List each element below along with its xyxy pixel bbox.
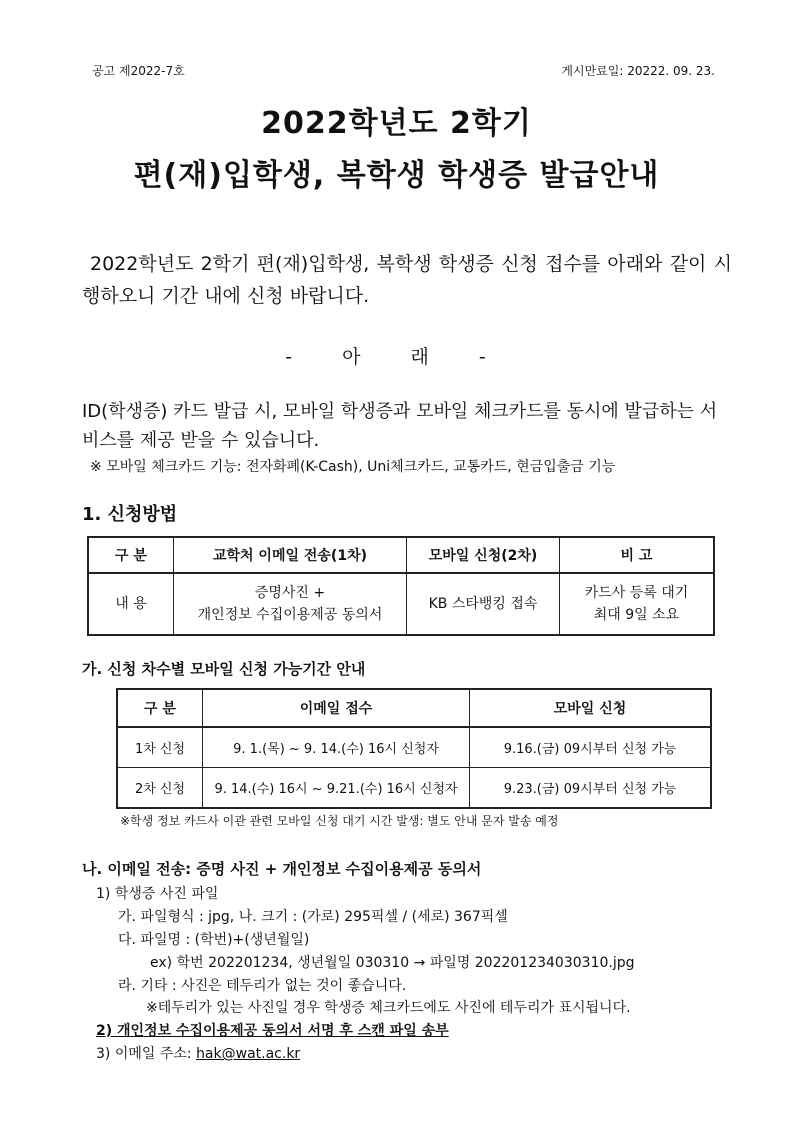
table-cell: 2차 신청 bbox=[117, 768, 203, 809]
ahrae-heading: - 아 래 - bbox=[285, 346, 508, 368]
email-address-item bbox=[96, 1043, 300, 1063]
email-label: 3) 이메일 주소: bbox=[96, 1046, 197, 1062]
table-cell: 9. 1.(목) ~ 9. 14.(수) 16시 신청자 bbox=[203, 727, 470, 768]
file-name-item: 다. 파일명 : (학번)+(생년월일) bbox=[118, 932, 310, 948]
table-cell bbox=[560, 573, 715, 635]
table-cell: 9.23.(금) 09시부터 신청 가능 bbox=[470, 768, 712, 809]
period-note: ※학생 정보 카드사 이관 관련 모바일 신청 대기 시간 발생: 별도 안내 문자 발송 예정 bbox=[120, 814, 559, 828]
table-header: 교학처 이메일 전송(1차) bbox=[174, 537, 407, 573]
table-header: 구 분 bbox=[88, 537, 174, 573]
table-header: 비 고 bbox=[560, 537, 715, 573]
section-na-title: 나. 이메일 전송: 증명 사진 + 개인정보 수집이용제공 동의서 bbox=[82, 860, 482, 878]
table-row bbox=[88, 573, 714, 635]
photo-file-item: 1) 학생증 사진 파일 bbox=[96, 886, 219, 902]
page-title-line2: 편(재)입학생, 복학생 학생증 발급안내 bbox=[133, 158, 660, 193]
cell-line: 최대 9일 소요 bbox=[593, 607, 680, 623]
cell-line: 카드사 등록 대기 bbox=[584, 585, 689, 601]
table-cell bbox=[174, 573, 407, 635]
table-header: 이메일 접수 bbox=[203, 689, 470, 727]
service-paragraph: ID(학생증) 카드 발급 시, 모바일 학생증과 모바일 체크카드를 동시에 발급하는 서비스를 제공 받을 수 있습니다. bbox=[82, 401, 718, 451]
service-note: ※ 모바일 체크카드 기능: 전자화폐(K-Cash), Uni체크카드, 교통카드, 현금입출금 기능 bbox=[90, 459, 616, 475]
application-method-table bbox=[87, 536, 715, 636]
table-cell: 내 용 bbox=[88, 573, 174, 635]
table-cell: 9.16.(금) 09시부터 신청 가능 bbox=[470, 727, 712, 768]
table-cell: 9. 14.(수) 16시 ~ 9.21.(수) 16시 신청자 bbox=[203, 768, 470, 809]
file-name-example: ex) 학번 202201234, 생년월일 030310 → 파일명 202201234030310.jpg bbox=[150, 955, 635, 971]
border-note: ※테두리가 있는 사진일 경우 학생증 체크카드에도 사진에 테두리가 표시됩니다. bbox=[146, 1000, 631, 1016]
table-header: 모바일 신청 bbox=[470, 689, 712, 727]
file-format-item: 가. 파일형식 : jpg, 나. 크기 : (가로) 295픽셀 / (세로) 367픽셀 bbox=[118, 909, 508, 925]
email-link[interactable]: hak@wat.ac.kr bbox=[196, 1046, 301, 1062]
section1-title: 1. 신청방법 bbox=[82, 504, 178, 525]
cell-line: 개인정보 수집이용제공 동의서 bbox=[197, 607, 383, 623]
posting-expire-date: 게시만료일: 20222. 09. 23. bbox=[561, 64, 715, 78]
intro-paragraph bbox=[82, 248, 732, 312]
table-header: 구 분 bbox=[117, 689, 203, 727]
section-ga-title: 가. 신청 차수별 모바일 신청 가능기간 안내 bbox=[82, 660, 366, 678]
table-header: 모바일 신청(2차) bbox=[407, 537, 560, 573]
page-title-line1: 2022학년도 2학기 bbox=[261, 106, 532, 141]
cell-line: 증명사진 + bbox=[254, 585, 326, 601]
table-cell: KB 스타뱅킹 접속 bbox=[407, 573, 560, 635]
table-row bbox=[117, 727, 711, 768]
period-table bbox=[116, 688, 712, 809]
table-header-row bbox=[117, 689, 711, 727]
other-item: 라. 기타 : 사진은 테두리가 없는 것이 좋습니다. bbox=[118, 978, 407, 994]
table-row bbox=[117, 768, 711, 809]
table-cell: 1차 신청 bbox=[117, 727, 203, 768]
intro-text: 2022학년도 2학기 편(재)입학생, 복학생 학생증 신청 접수를 아래와 같이 시행하오니 기간 내에 신청 바랍니다. bbox=[82, 253, 732, 307]
consent-form-item: 2) 개인정보 수집이용제공 동의서 서명 후 스캔 파일 송부 bbox=[96, 1023, 449, 1039]
table-header-row bbox=[88, 537, 714, 573]
notice-number: 공고 제2022-7호 bbox=[92, 64, 185, 78]
